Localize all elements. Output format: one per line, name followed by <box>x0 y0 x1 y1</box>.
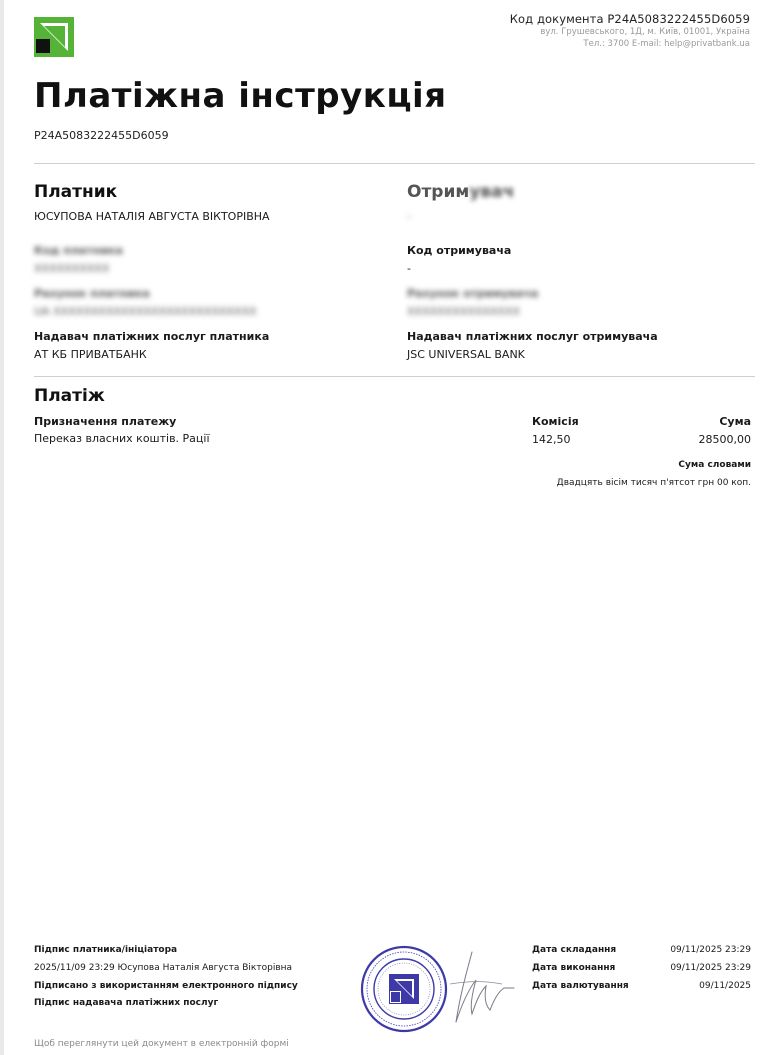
date-valuation-label: Дата валютування <box>532 981 629 991</box>
esign-label: Підписано з використанням електронного підпису <box>34 981 298 991</box>
bank-address: вул. Грушевського, 1Д, м. Київ, 01001, Україна <box>540 27 750 37</box>
divider <box>34 376 755 377</box>
divider <box>34 163 755 164</box>
payer-name: ЮСУПОВА НАТАЛІЯ АВГУСТА ВІКТОРІВНА <box>34 210 270 223</box>
bank-stamp-icon <box>359 944 449 1034</box>
date-created-label: Дата складання <box>532 945 617 955</box>
page-title: Платіжна інструкція <box>34 76 447 116</box>
commission-label: Комісія <box>532 415 579 428</box>
footer-note: Щоб переглянути цей документ в електронній формі <box>34 1039 289 1049</box>
date-executed-value: 09/11/2025 23:29 <box>670 963 751 973</box>
handwritten-signature-icon <box>442 944 517 1034</box>
recipient-code-label: Код отримувача <box>407 244 512 257</box>
recipient-code-value: - <box>407 262 411 275</box>
date-executed-label: Дата виконання <box>532 963 616 973</box>
amount-words-value: Двадцять вісім тисяч п'ятсот грн 00 коп. <box>556 478 751 488</box>
document-meta <box>510 12 750 50</box>
document-id: P24A5083222455D6059 <box>34 129 169 142</box>
recipient-account-value: XXXXXXXXXXXXXXX <box>407 305 521 318</box>
payer-provider-value: АТ КБ ПРИВАТБАНК <box>34 348 147 361</box>
date-created-value: 09/11/2025 23:29 <box>670 945 751 955</box>
payer-code-value: XXXXXXXXXX <box>34 262 110 275</box>
payer-account-label: Рахунок платника <box>34 287 150 300</box>
payer-provider-label: Надавач платіжних послуг платника <box>34 330 270 343</box>
purpose-label: Призначення платежу <box>34 415 177 428</box>
recipient-heading-text: Отримувач <box>407 182 515 202</box>
amount-words-label: Сума словами <box>678 460 751 470</box>
payer-heading: Платник <box>34 182 118 202</box>
purpose-value: Переказ власних коштів. Рації <box>34 432 210 445</box>
commission-value: 142,50 <box>532 433 571 446</box>
recipient-name: - <box>407 210 411 223</box>
amount-value: 28500,00 <box>698 433 751 446</box>
provider-sign-label: Підпис надавача платіжних послуг <box>34 998 219 1008</box>
document-code: Код документа P24A5083222455D6059 <box>509 12 750 26</box>
recipient-account-label: Рахунок отримувача <box>407 287 539 300</box>
privatbank-logo-icon <box>34 17 74 57</box>
date-valuation-value: 09/11/2025 <box>699 981 751 991</box>
payer-account-value: UA XXXXXXXXXXXXXXXXXXXXXXXXXXX <box>34 305 257 318</box>
payment-heading: Платіж <box>34 386 105 406</box>
initiator-sign-label: Підпис платника/ініціатора <box>34 945 178 955</box>
initiator-sign-value: 2025/11/09 23:29 Юсупова Наталія Августа Вікторівна <box>34 963 293 973</box>
amount-label: Сума <box>719 415 751 428</box>
payer-code-label: Код платника <box>34 244 123 257</box>
recipient-heading <box>407 182 514 202</box>
recipient-provider-value: JSC UNIVERSAL BANK <box>407 348 525 361</box>
bank-contact: Тел.: 3700 E-mail: help@privatbank.ua <box>583 39 750 49</box>
recipient-provider-label: Надавач платіжних послуг отримувача <box>407 330 658 343</box>
